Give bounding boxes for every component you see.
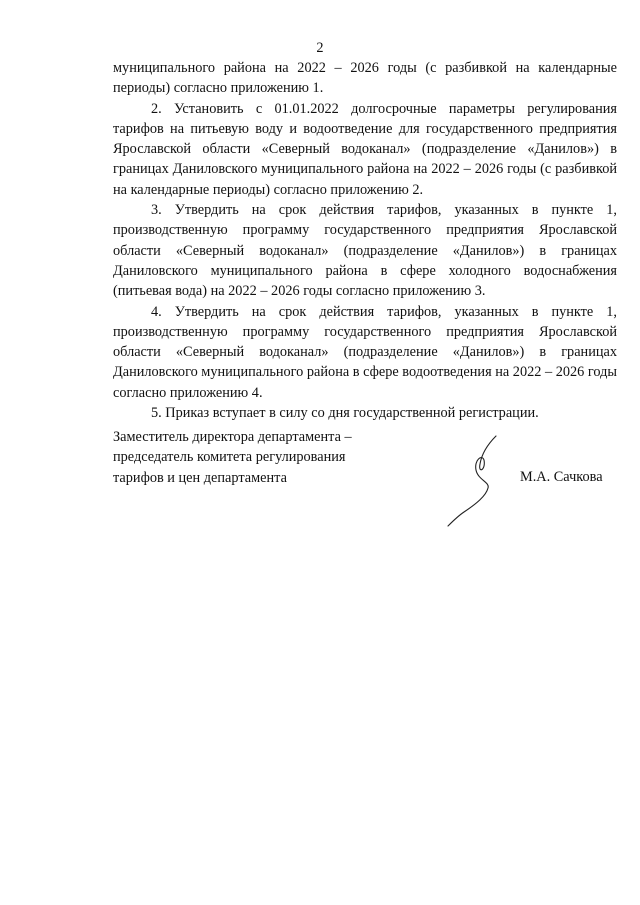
paragraph-item-3: 3. Утвердить на срок действия тарифов, указанных в пункте 1, производственную программу государственного предприятия Ярославской области «Северный водоканал» (подразделение «Данилов») в границах Даниловского муниципального района в сфере холодного водоснабжения (питьевая вода) на 2022 – 2026 годы согласно приложению 3. — [113, 202, 617, 300]
position-line: председатель комитета регулирования — [113, 449, 346, 466]
signatory-name: М.А. Сачкова — [520, 469, 603, 485]
handwritten-signature — [440, 430, 512, 530]
paragraph-item-5: 5. Приказ вступает в силу со дня государственной регистрации. — [151, 405, 539, 422]
paragraph-item-4: 4. Утвердить на срок действия тарифов, указанных в пункте 1, производственную программу государственного предприятия Ярославской области «Северный водоканал» (подразделение «Данилов») в границах Даниловского муниципального района в сфере водоотведения на 2022 – 2026 годы согласно приложению 4. — [113, 303, 617, 401]
paragraph-item-2: 2. Установить с 01.01.2022 долгосрочные параметры регулирования тарифов на питьевую воду и водоотведение для государственного предприятия Ярославской области «Северный водоканал» (подразделение «Данилов») в границах Даниловского муниципального района на 2022 – 2026 годы (с разбивкой на календарные периоды) согласно приложению 2. — [113, 100, 617, 198]
position-line: Заместитель директора департамента – — [113, 429, 352, 445]
page-number: 2 — [316, 40, 324, 56]
document-body — [113, 58, 617, 423]
position-line: тарифов и цен департамента — [113, 469, 287, 486]
paragraph-continuation: муниципального района на 2022 – 2026 годы (с разбивкой на календарные периоды) согласно приложению 1. — [113, 60, 617, 97]
